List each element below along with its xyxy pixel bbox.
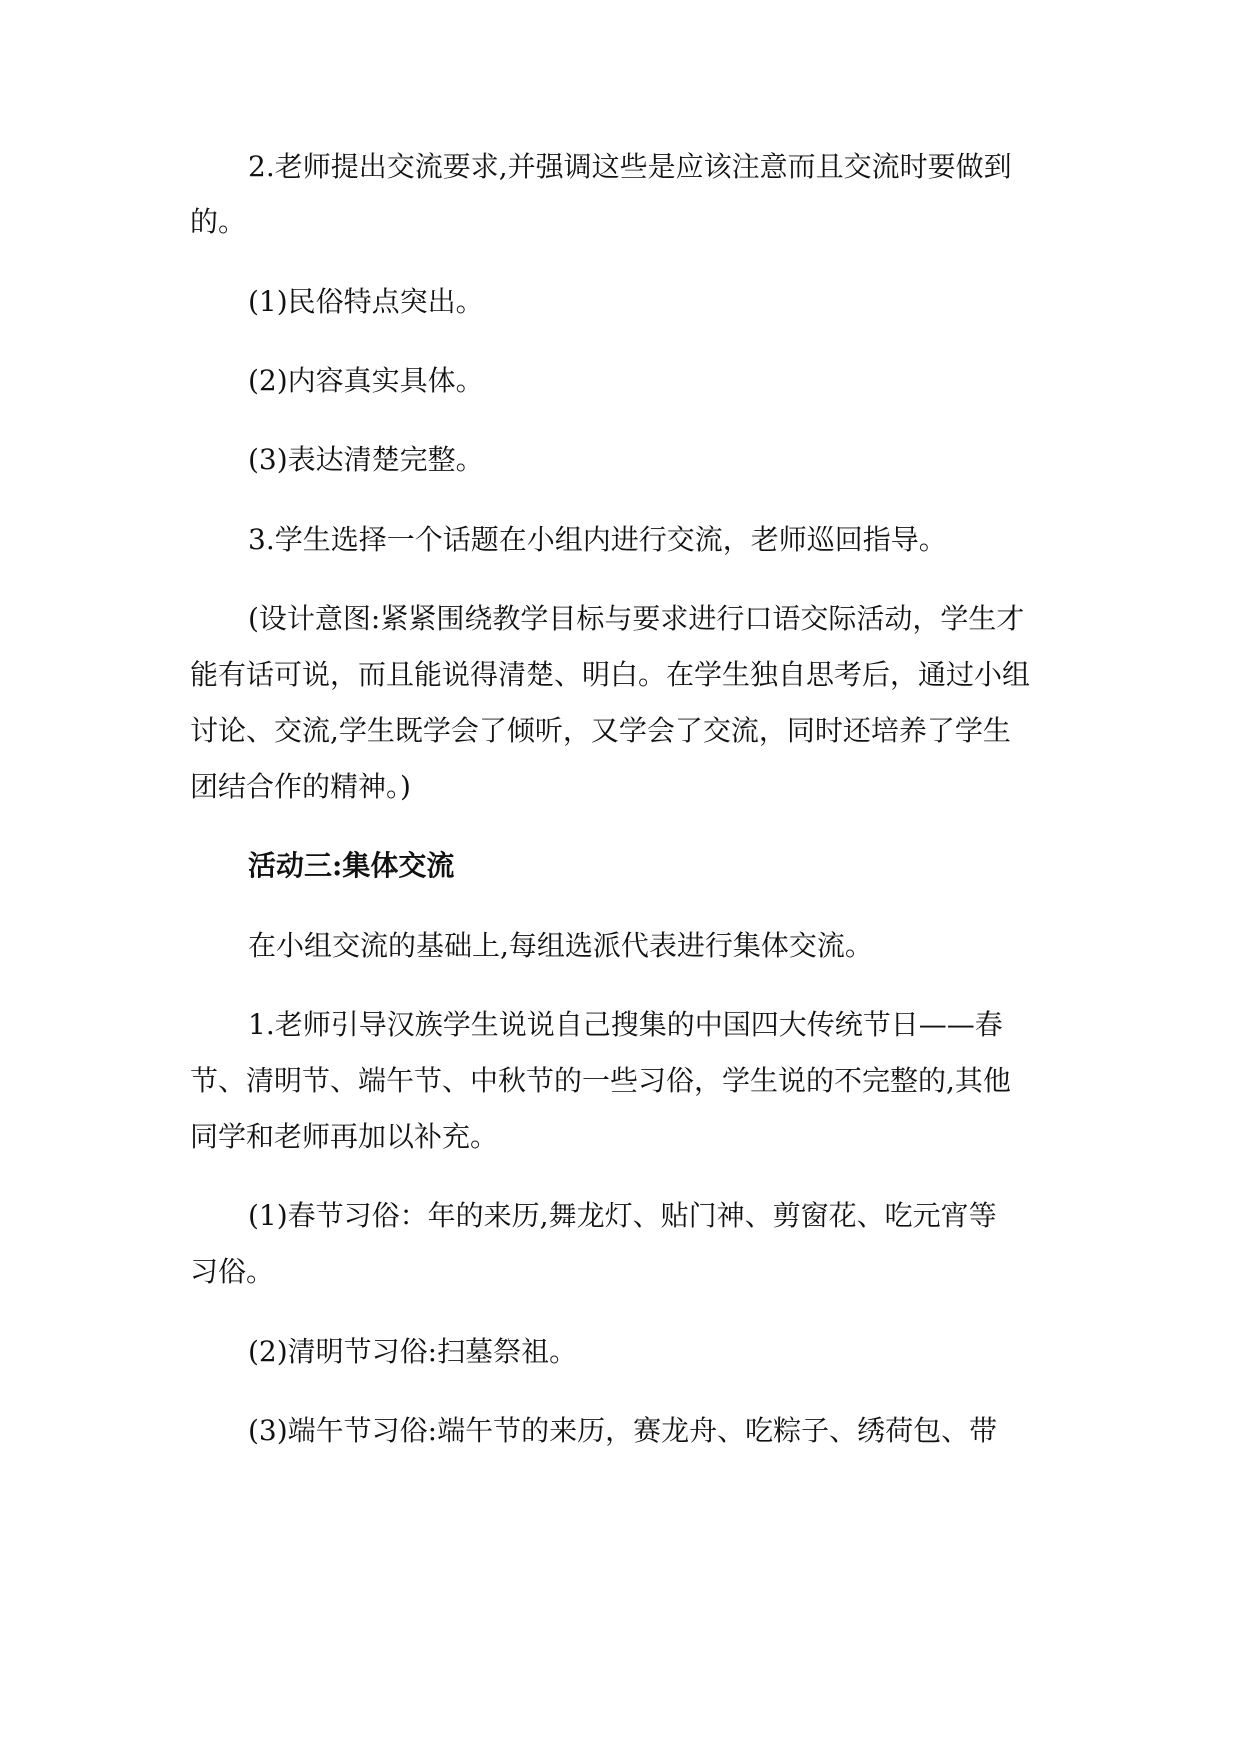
paragraph-line: 1.老师引导汉族学生说说自己搜集的中国四大传统节日——春 (248, 1008, 1003, 1041)
paragraph-line: 在小组交流的基础上,每组选派代表进行集体交流。 (248, 929, 873, 962)
paragraph-line: 2.老师提出交流要求,并强调这些是应该注意而且交流时要做到 (248, 150, 1012, 183)
list-item: (2)清明节习俗:扫墓祭祖。 (248, 1335, 578, 1368)
list-item: (2)内容真实具体。 (248, 364, 484, 397)
paragraph-line: 3.学生选择一个话题在小组内进行交流，老师巡回指导。 (248, 523, 947, 556)
paragraph-line: 节、清明节、端午节、中秋节的一些习俗，学生说的不完整的,其他 (190, 1064, 1011, 1097)
paragraph-line: 的。 (190, 205, 247, 238)
paragraph-line: 团结合作的精神。) (190, 770, 411, 803)
list-item: (1)民俗特点突出。 (248, 285, 484, 318)
section-heading: 活动三:集体交流 (248, 849, 455, 882)
paragraph-line: 同学和老师再加以补充。 (190, 1120, 499, 1153)
paragraph-line: (设计意图:紧紧围绕教学目标与要求进行口语交际活动，学生才 (248, 602, 1025, 635)
list-item: (3)表达清楚完整。 (248, 443, 484, 476)
paragraph-line: 能有话可说，而且能说得清楚、明白。在学生独自思考后，通过小组 (190, 658, 1031, 691)
list-item: (3)端午节习俗:端午节的来历，赛龙舟、吃粽子、绣荷包、带 (248, 1414, 998, 1447)
paragraph-line: 习俗。 (190, 1255, 275, 1288)
paragraph-line: 讨论、交流,学生既学会了倾听，又学会了交流，同时还培养了学生 (190, 714, 1011, 747)
list-item: (1)春节习俗：年的来历,舞龙灯、贴门神、剪窗花、吃元宵等 (248, 1199, 997, 1232)
